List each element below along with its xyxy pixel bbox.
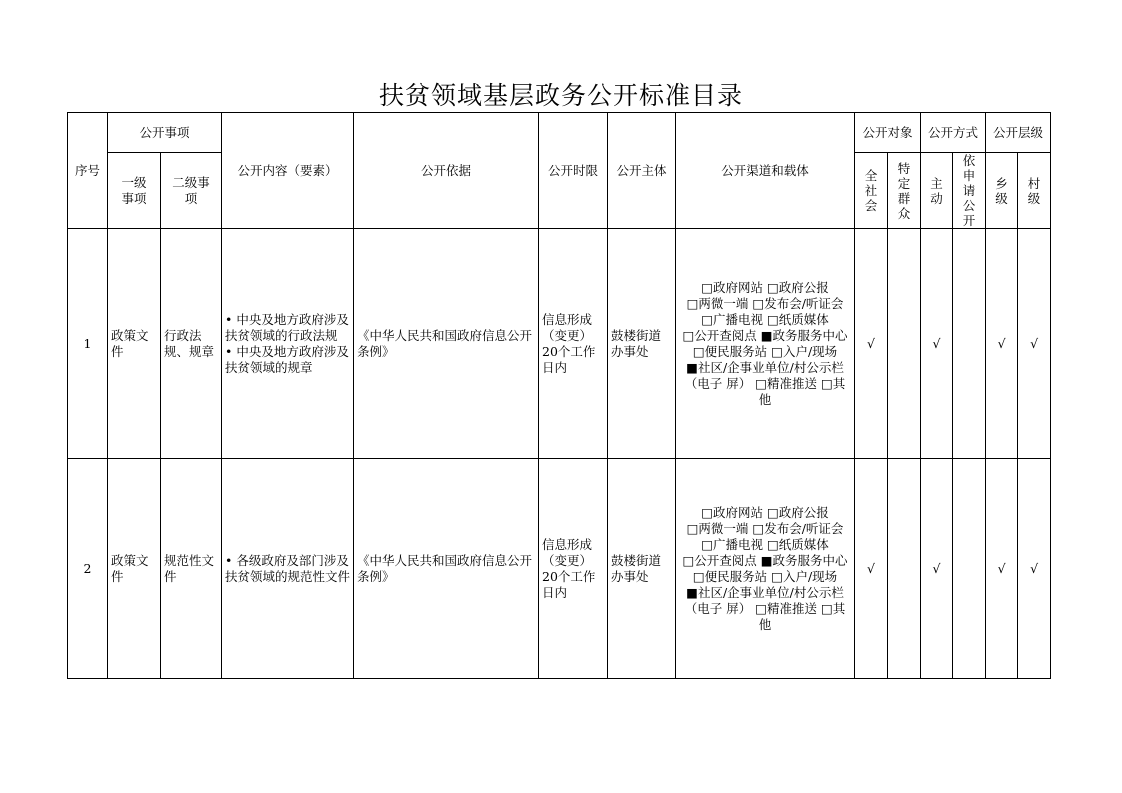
header-content: 公开内容（要素） (222, 113, 354, 229)
channel-line: □便民服务站 □入户/现场 (692, 568, 838, 584)
table-row (68, 459, 1051, 679)
header-subject: 公开主体 (608, 113, 676, 229)
check-level-village: √ (1018, 229, 1051, 459)
header-row-1 (68, 113, 1051, 153)
row-seq: 2 (68, 459, 108, 679)
channel-line: □广播电视 □纸质媒体 (701, 536, 829, 552)
header-level-town: 乡 级 (986, 153, 1018, 229)
header-mode-group: 公开方式 (921, 113, 986, 153)
header-audience-all: 全 社 会 (855, 153, 888, 229)
check-audience-specific (888, 229, 921, 459)
row-basis: 《中华人民共和国政府信息公开条例》 (354, 459, 539, 679)
check-audience-specific (888, 459, 921, 679)
header-seq: 序号 (68, 113, 108, 229)
check-audience-all: √ (855, 459, 888, 679)
check-mode-request (953, 459, 986, 679)
header-level-village: 村 级 (1018, 153, 1051, 229)
channel-line: ■社区/企事业单位/村公示栏（电子 屏） □精准推送 □其他 (684, 359, 846, 407)
header-level-group: 公开层级 (986, 113, 1051, 153)
content-item: • 各级政府及部门涉及扶贫领域的规范性文件 (225, 552, 351, 584)
channel-line: □两微一端 □发布会/听证会 (686, 295, 844, 311)
channel-line: □公开查阅点 ■政务服务中心 (682, 552, 848, 568)
channel-line: □便民服务站 □入户/现场 (692, 343, 838, 359)
row-level1: 政策文件 (108, 459, 161, 679)
header-items-group: 公开事项 (108, 113, 222, 153)
row-level1: 政策文件 (108, 229, 161, 459)
row-level2: 规范性文件 (161, 459, 222, 679)
content-item: • 中央及地方政府涉及扶贫领域的行政法规 (225, 311, 349, 343)
row-level2: 行政法规、规章 (161, 229, 222, 459)
check-level-town: √ (986, 459, 1018, 679)
row-content (222, 229, 354, 459)
row-subject: 鼓楼街道办事处 (608, 229, 676, 459)
row-time-limit: 信息形成（变更）20个工作日内 (539, 229, 608, 459)
header-level2: 二级事项 (161, 153, 222, 229)
page-title: 扶贫领域基层政务公开标准目录 (378, 81, 743, 110)
row-content (222, 459, 354, 679)
table-row (68, 229, 1051, 459)
channel-line: □政府网站 □政府公报 (701, 279, 829, 295)
header-basis: 公开依据 (354, 113, 539, 229)
catalog-table (67, 112, 1051, 679)
check-mode-request (953, 229, 986, 459)
row-basis: 《中华人民共和国政府信息公开条例》 (354, 229, 539, 459)
check-audience-all: √ (855, 229, 888, 459)
header-mode-active: 主 动 (921, 153, 953, 229)
channel-line: □政府网站 □政府公报 (701, 504, 829, 520)
row-channels (676, 229, 855, 459)
channel-line: ■社区/企事业单位/村公示栏（电子 屏） □精准推送 □其他 (684, 584, 846, 632)
row-seq: 1 (68, 229, 108, 459)
content-item: • 中央及地方政府涉及扶贫领域的规章 (225, 343, 349, 375)
check-mode-active: √ (921, 229, 953, 459)
channel-line: □两微一端 □发布会/听证会 (686, 520, 844, 536)
header-audience-specific: 特 定 群 众 (888, 153, 921, 229)
check-mode-active: √ (921, 459, 953, 679)
header-channels: 公开渠道和载体 (676, 113, 855, 229)
channel-line: □广播电视 □纸质媒体 (701, 311, 829, 327)
header-audience-group: 公开对象 (855, 113, 921, 153)
row-subject: 鼓楼街道办事处 (608, 459, 676, 679)
channel-line: □公开查阅点 ■政务服务中心 (682, 327, 848, 343)
header-level1: 一级事项 (108, 153, 161, 229)
header-time-limit: 公开时限 (539, 113, 608, 229)
row-channels (676, 459, 855, 679)
check-level-village: √ (1018, 459, 1051, 679)
header-mode-request: 依 申 请 公 开 (953, 153, 986, 229)
check-level-town: √ (986, 229, 1018, 459)
row-time-limit: 信息形成（变更）20个工作日内 (539, 459, 608, 679)
